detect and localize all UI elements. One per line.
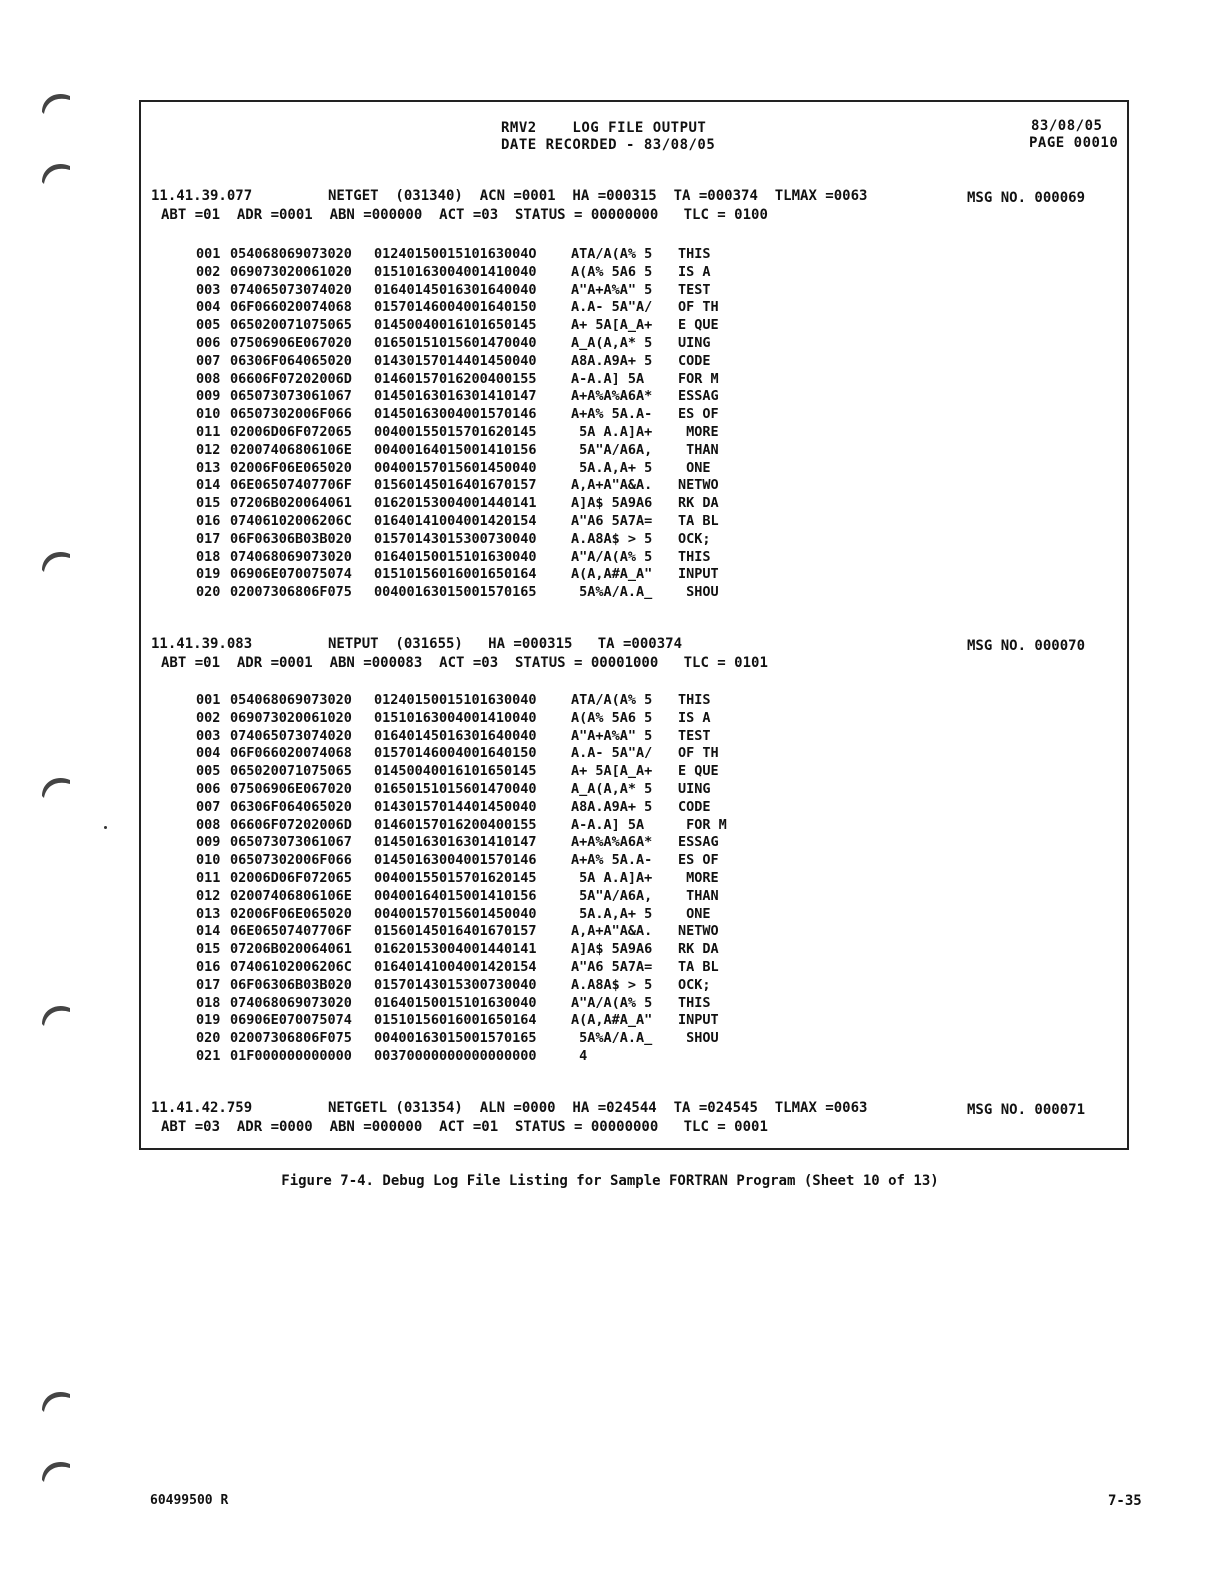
dump-row-octal: 01640141004001420154: [374, 513, 537, 529]
dump-row-hex: 06306F064065020: [230, 352, 352, 369]
dump-row-display-code: A]A$ 5A9A6: [571, 495, 653, 512]
dump-row-hex: 06F066020074068: [230, 299, 352, 316]
dump-row-hex: 065020071075065: [230, 763, 352, 780]
dump-row-ascii: RK DA: [678, 495, 719, 512]
dump-row-octal: 01570146004001640150: [374, 299, 537, 316]
dump-row-ascii: E QUE: [678, 317, 719, 334]
dump-row-display-code: A"A/A(A% 5: [571, 994, 653, 1011]
dump-row-ascii: THAN: [678, 887, 719, 904]
dump-row-display-code: A(A% 5A6 5: [571, 263, 653, 280]
document-number: 60499500 R: [150, 1493, 229, 1508]
dump-row-seq: 013: [196, 905, 221, 922]
dump-row-hex: 06507302006F066: [230, 406, 352, 423]
dump-row-ascii: SHOU: [678, 584, 719, 601]
dump-row-octal: 01620153004001440141: [374, 941, 537, 958]
dump-row-octal: 01510163004001410040: [374, 709, 537, 726]
dump-row-display-code: A8A.A9A+ 5: [571, 798, 653, 815]
dump-row-display-code: A(A% 5A6 5: [571, 709, 653, 726]
dump-row-octal: 01620153004001440141: [374, 495, 537, 512]
dump-row-seq: 021: [196, 1048, 221, 1064]
dump-row-octal: 01560145016401670157: [374, 477, 537, 494]
log-title: RMV2 LOG FILE OUTPUT: [501, 120, 707, 136]
page-number: 7-35: [1108, 1493, 1142, 1509]
dump-row-display-code: ATA/A(A% 5: [571, 246, 653, 262]
dump-row-hex: 074065073074020: [230, 727, 352, 744]
dump-row-octal: 01430157014401450040: [374, 798, 537, 815]
dump-row-ascii: CODE: [678, 352, 711, 369]
binder-hole-icon: [36, 158, 76, 198]
dump-row-seq: 007: [196, 352, 221, 369]
dump-row-octal: 01450163004001570146: [374, 852, 537, 869]
dump-row-ascii: OF TH: [678, 299, 719, 316]
dump-row-seq: 012: [196, 441, 221, 458]
dump-row-ascii: E QUE: [678, 763, 719, 780]
dump-row-hex: 065073073061067: [230, 834, 352, 851]
dump-row-ascii: ES OF: [678, 852, 719, 869]
dump-row-display-code: A8A.A9A+ 5: [571, 352, 653, 369]
dump-row-seq: 010: [196, 852, 221, 869]
dump-row-display-code: A+A% 5A.A-: [571, 406, 653, 423]
dump-row-hex: 06507302006F066: [230, 852, 352, 869]
dump-row-octal: 01650151015601470040: [374, 335, 537, 351]
dump-row-display-code: A"A/A(A% 5: [571, 548, 653, 565]
dump-row-display-code: A,A+A"A&A.: [571, 477, 653, 494]
dump-row-hex: 074068069073020: [230, 548, 352, 565]
entry-header-line: 11.41.42.759 NETGETL (031354) ALN =0000 HA =024544 TA =024545 TLMAX =0063: [151, 1100, 868, 1116]
dump-row-octal: 01570143015300730040: [374, 530, 537, 547]
dump-row-octal: 01460157016200400155: [374, 816, 537, 833]
entry-status-line: ABT =01 ADR =0001 ABN =000000 ACT =03 STATUS = 00000000 TLC = 0100: [161, 207, 768, 223]
speck-mark: [104, 826, 107, 829]
dump-row-ascii: TA BL: [678, 513, 719, 529]
dump-row-hex: 07506906E067020: [230, 335, 352, 351]
dump-row-display-code: A(A,A#A_A": [571, 1012, 653, 1029]
dump-row-display-code: 5A A.A]A+: [571, 424, 653, 440]
dump-row-display-code: A-A.A] 5A: [571, 370, 645, 387]
dump-row-hex: 02006F06E065020: [230, 459, 352, 476]
dump-row-octal: 01510156016001650164: [374, 566, 537, 583]
dump-row-ascii: ESSAG: [678, 388, 719, 405]
dump-row-seq: 020: [196, 584, 221, 601]
dump-row-seq: 011: [196, 424, 221, 440]
dump-row-ascii: MORE: [678, 870, 719, 886]
dump-row-hex: 069073020061020: [230, 709, 352, 726]
dump-row-seq: 003: [196, 281, 221, 298]
dump-row-seq: 015: [196, 941, 221, 958]
dump-row-ascii: INPUT: [678, 566, 719, 583]
dump-row-seq: 006: [196, 781, 221, 797]
dump-row-octal: 01240150015101630040: [374, 692, 537, 708]
dump-row-seq: 018: [196, 548, 221, 565]
dump-row-octal: 01640150015101630040: [374, 994, 537, 1011]
header-page: PAGE 00010: [1029, 135, 1119, 151]
dump-row-hex: 07506906E067020: [230, 781, 352, 797]
dump-row-octal: 01430157014401450040: [374, 352, 537, 369]
dump-row-hex: 065020071075065: [230, 317, 352, 334]
dump-row-ascii: THIS: [678, 994, 711, 1011]
dump-row-ascii: FOR M: [678, 816, 727, 833]
dump-row-ascii: FOR M: [678, 370, 719, 387]
message-number: MSG NO. 000069: [967, 190, 1086, 206]
dump-row-seq: 004: [196, 299, 221, 316]
dump-row-ascii: IS A: [678, 263, 711, 280]
dump-row-ascii: TEST: [678, 281, 711, 298]
dump-row-hex: 065073073061067: [230, 388, 352, 405]
dump-row-display-code: A+A%A%A6A*: [571, 388, 653, 405]
dump-row-seq: 006: [196, 335, 221, 351]
dump-row-octal: 01450040016101650145: [374, 763, 537, 780]
dump-row-ascii: OCK;: [678, 530, 711, 547]
dump-row-seq: 012: [196, 887, 221, 904]
dump-row-seq: 016: [196, 513, 221, 529]
dump-row-display-code: A+ 5A[A_A+: [571, 317, 653, 334]
dump-row-display-code: A.A- 5A"A/: [571, 299, 653, 316]
dump-row-octal: 01450040016101650145: [374, 317, 537, 334]
dump-row-seq: 014: [196, 923, 221, 940]
dump-row-octal: 01510163004001410040: [374, 263, 537, 280]
binder-hole-icon: [36, 1386, 76, 1426]
dump-row-display-code: A"A+A%A" 5: [571, 727, 653, 744]
dump-row-ascii: THIS: [678, 246, 711, 262]
dump-row-seq: 019: [196, 566, 221, 583]
dump-row-octal: 01640145016301640040: [374, 281, 537, 298]
dump-row-octal: 00400157015601450040: [374, 459, 537, 476]
dump-row-seq: 010: [196, 406, 221, 423]
dump-row-hex: 07406102006206C: [230, 513, 352, 529]
header-date: 83/08/05: [1031, 118, 1103, 134]
dump-row-display-code: 5A A.A]A+: [571, 870, 653, 886]
dump-row-display-code: 5A%A/A.A_: [571, 1030, 653, 1047]
binder-hole-icon: [36, 88, 76, 128]
dump-row-octal: 01640141004001420154: [374, 959, 537, 975]
dump-row-display-code: A_A(A,A* 5: [571, 781, 653, 797]
dump-row-hex: 074065073074020: [230, 281, 352, 298]
dump-row-hex: 07206B020064061: [230, 495, 352, 512]
dump-row-ascii: CODE: [678, 798, 711, 815]
dump-row-ascii: OCK;: [678, 976, 711, 993]
dump-row-ascii: UING: [678, 781, 711, 797]
dump-row-display-code: A"A6 5A7A=: [571, 513, 653, 529]
dump-row-hex: 02006D06F072065: [230, 424, 352, 440]
dump-row-octal: 0124015001510163004O: [374, 246, 537, 262]
dump-row-octal: 00400164015001410156: [374, 887, 537, 904]
dump-row-display-code: A-A.A] 5A: [571, 816, 645, 833]
dump-row-ascii: MORE: [678, 424, 719, 440]
dump-row-display-code: 5A"A/A6A,: [571, 887, 653, 904]
dump-row-seq: 014: [196, 477, 221, 494]
dump-row-hex: 07206B020064061: [230, 941, 352, 958]
dump-row-seq: 017: [196, 530, 221, 547]
dump-row-seq: 019: [196, 1012, 221, 1029]
dump-row-octal: 00400155015701620145: [374, 870, 537, 886]
dump-row-hex: 02007406806106E: [230, 887, 352, 904]
dump-row-hex: 069073020061020: [230, 263, 352, 280]
dump-row-seq: 018: [196, 994, 221, 1011]
dump-row-seq: 020: [196, 1030, 221, 1047]
dump-row-hex: 06E06507407706F: [230, 477, 352, 494]
entry-header-line: 11.41.39.077 NETGET (031340) ACN =0001 HA =000315 TA =000374 TLMAX =0063: [151, 188, 868, 204]
dump-row-octal: 00400163015001570165: [374, 584, 537, 601]
dump-row-hex: 06906E070075074: [230, 1012, 352, 1029]
log-listing-frame: [139, 100, 1129, 1150]
dump-row-hex: 06606F07202006D: [230, 816, 352, 833]
binder-hole-icon: [36, 1000, 76, 1040]
dump-row-octal: 01570143015300730040: [374, 976, 537, 993]
dump-row-hex: 054068069073020: [230, 246, 352, 262]
dump-row-display-code: ATA/A(A% 5: [571, 692, 653, 708]
dump-row-octal: 01560145016401670157: [374, 923, 537, 940]
binder-hole-icon: [36, 1456, 76, 1496]
dump-row-ascii: ONE: [678, 905, 711, 922]
dump-row-ascii: ONE: [678, 459, 711, 476]
dump-row-display-code: A+A%A%A6A*: [571, 834, 653, 851]
dump-row-hex: 01F000000000000: [230, 1048, 352, 1064]
dump-row-ascii: UING: [678, 335, 711, 351]
dump-row-octal: 01640145016301640040: [374, 727, 537, 744]
dump-row-hex: 06F06306B03B020: [230, 530, 352, 547]
dump-row-ascii: ESSAG: [678, 834, 719, 851]
dump-row-seq: 001: [196, 692, 221, 708]
dump-row-ascii: NETWO: [678, 923, 719, 940]
dump-row-hex: 07406102006206C: [230, 959, 352, 975]
dump-row-display-code: A_A(A,A* 5: [571, 335, 653, 351]
message-number: MSG NO. 000070: [967, 638, 1086, 654]
dump-row-ascii: THIS: [678, 692, 711, 708]
dump-row-display-code: 5A.A,A+ 5: [571, 459, 653, 476]
dump-row-seq: 009: [196, 834, 221, 851]
dump-row-hex: 06F06306B03B020: [230, 976, 352, 993]
dump-row-seq: 004: [196, 745, 221, 762]
dump-row-display-code: A,A+A"A&A.: [571, 923, 653, 940]
dump-row-hex: 06606F07202006D: [230, 370, 352, 387]
dump-row-seq: 009: [196, 388, 221, 405]
dump-row-octal: 00400164015001410156: [374, 441, 537, 458]
dump-row-display-code: A.A8A$ > 5: [571, 530, 653, 547]
dump-row-display-code: A+A% 5A.A-: [571, 852, 653, 869]
dump-row-octal: 01450163016301410147: [374, 834, 537, 851]
dump-row-octal: 01460157016200400155: [374, 370, 537, 387]
dump-row-octal: 00400157015601450040: [374, 905, 537, 922]
dump-row-hex: 06E06507407706F: [230, 923, 352, 940]
entry-status-line: ABT =01 ADR =0001 ABN =000083 ACT =03 STATUS = 00001000 TLC = 0101: [161, 655, 768, 671]
dump-row-seq: 011: [196, 870, 221, 886]
entry-status-line: ABT =03 ADR =0000 ABN =000000 ACT =01 STATUS = 00000000 TLC = 0001: [161, 1119, 768, 1135]
dump-row-display-code: A(A,A#A_A": [571, 566, 653, 583]
dump-row-display-code: A.A- 5A"A/: [571, 745, 653, 762]
dump-row-octal: 01450163004001570146: [374, 406, 537, 423]
binder-hole-icon: [36, 546, 76, 586]
dump-row-hex: 06306F064065020: [230, 798, 352, 815]
dump-row-ascii: ES OF: [678, 406, 719, 423]
dump-row-ascii: IS A: [678, 709, 711, 726]
dump-row-display-code: 5A"A/A6A,: [571, 441, 653, 458]
dump-row-display-code: A]A$ 5A9A6: [571, 941, 653, 958]
dump-row-ascii: RK DA: [678, 941, 719, 958]
dump-row-seq: 005: [196, 763, 221, 780]
dump-row-octal: 01640150015101630040: [374, 548, 537, 565]
dump-row-display-code: A"A6 5A7A=: [571, 959, 653, 975]
dump-row-octal: 00370000000000000000: [374, 1048, 537, 1064]
dump-row-seq: 017: [196, 976, 221, 993]
dump-row-hex: 02006D06F072065: [230, 870, 352, 886]
binder-hole-icon: [36, 772, 76, 812]
dump-row-hex: 06906E070075074: [230, 566, 352, 583]
dump-row-seq: 002: [196, 263, 221, 280]
dump-row-seq: 002: [196, 709, 221, 726]
dump-row-seq: 003: [196, 727, 221, 744]
dump-row-octal: 01450163016301410147: [374, 388, 537, 405]
dump-row-octal: 00400155015701620145: [374, 424, 537, 440]
dump-row-hex: 074068069073020: [230, 994, 352, 1011]
dump-row-octal: 00400163015001570165: [374, 1030, 537, 1047]
dump-row-seq: 015: [196, 495, 221, 512]
dump-row-ascii: SHOU: [678, 1030, 719, 1047]
dump-row-seq: 007: [196, 798, 221, 815]
dump-row-display-code: A+ 5A[A_A+: [571, 763, 653, 780]
dump-row-display-code: A"A+A%A" 5: [571, 281, 653, 298]
dump-row-ascii: INPUT: [678, 1012, 719, 1029]
dump-row-display-code: 5A%A/A.A_: [571, 584, 653, 601]
dump-row-hex: 02007306806F075: [230, 1030, 352, 1047]
dump-row-ascii: OF TH: [678, 745, 719, 762]
dump-row-ascii: NETWO: [678, 477, 719, 494]
dump-row-display-code: 5A.A,A+ 5: [571, 905, 653, 922]
dump-row-seq: 005: [196, 317, 221, 334]
dump-row-hex: 02007406806106E: [230, 441, 352, 458]
message-number: MSG NO. 000071: [967, 1102, 1086, 1118]
dump-row-seq: 016: [196, 959, 221, 975]
dump-row-octal: 01570146004001640150: [374, 745, 537, 762]
dump-row-hex: 054068069073020: [230, 692, 352, 708]
dump-row-display-code: A.A8A$ > 5: [571, 976, 653, 993]
dump-row-ascii: TEST: [678, 727, 711, 744]
dump-row-seq: 001: [196, 246, 221, 262]
dump-row-ascii: TA BL: [678, 959, 719, 975]
dump-row-ascii: THIS: [678, 548, 711, 565]
dump-row-display-code: 4: [571, 1048, 588, 1064]
date-recorded: DATE RECORDED - 83/08/05: [501, 137, 716, 153]
dump-row-octal: 01650151015601470040: [374, 781, 537, 797]
dump-row-hex: 02007306806F075: [230, 584, 352, 601]
dump-row-hex: 06F066020074068: [230, 745, 352, 762]
dump-row-octal: 01510156016001650164: [374, 1012, 537, 1029]
dump-row-seq: 013: [196, 459, 221, 476]
dump-row-seq: 008: [196, 370, 221, 387]
dump-row-seq: 008: [196, 816, 221, 833]
dump-row-ascii: THAN: [678, 441, 719, 458]
figure-caption: Figure 7-4. Debug Log File Listing for Sample FORTRAN Program (Sheet 10 of 13): [281, 1173, 939, 1189]
dump-row-hex: 02006F06E065020: [230, 905, 352, 922]
entry-header-line: 11.41.39.083 NETPUT (031655) HA =000315 TA =000374: [151, 636, 683, 652]
